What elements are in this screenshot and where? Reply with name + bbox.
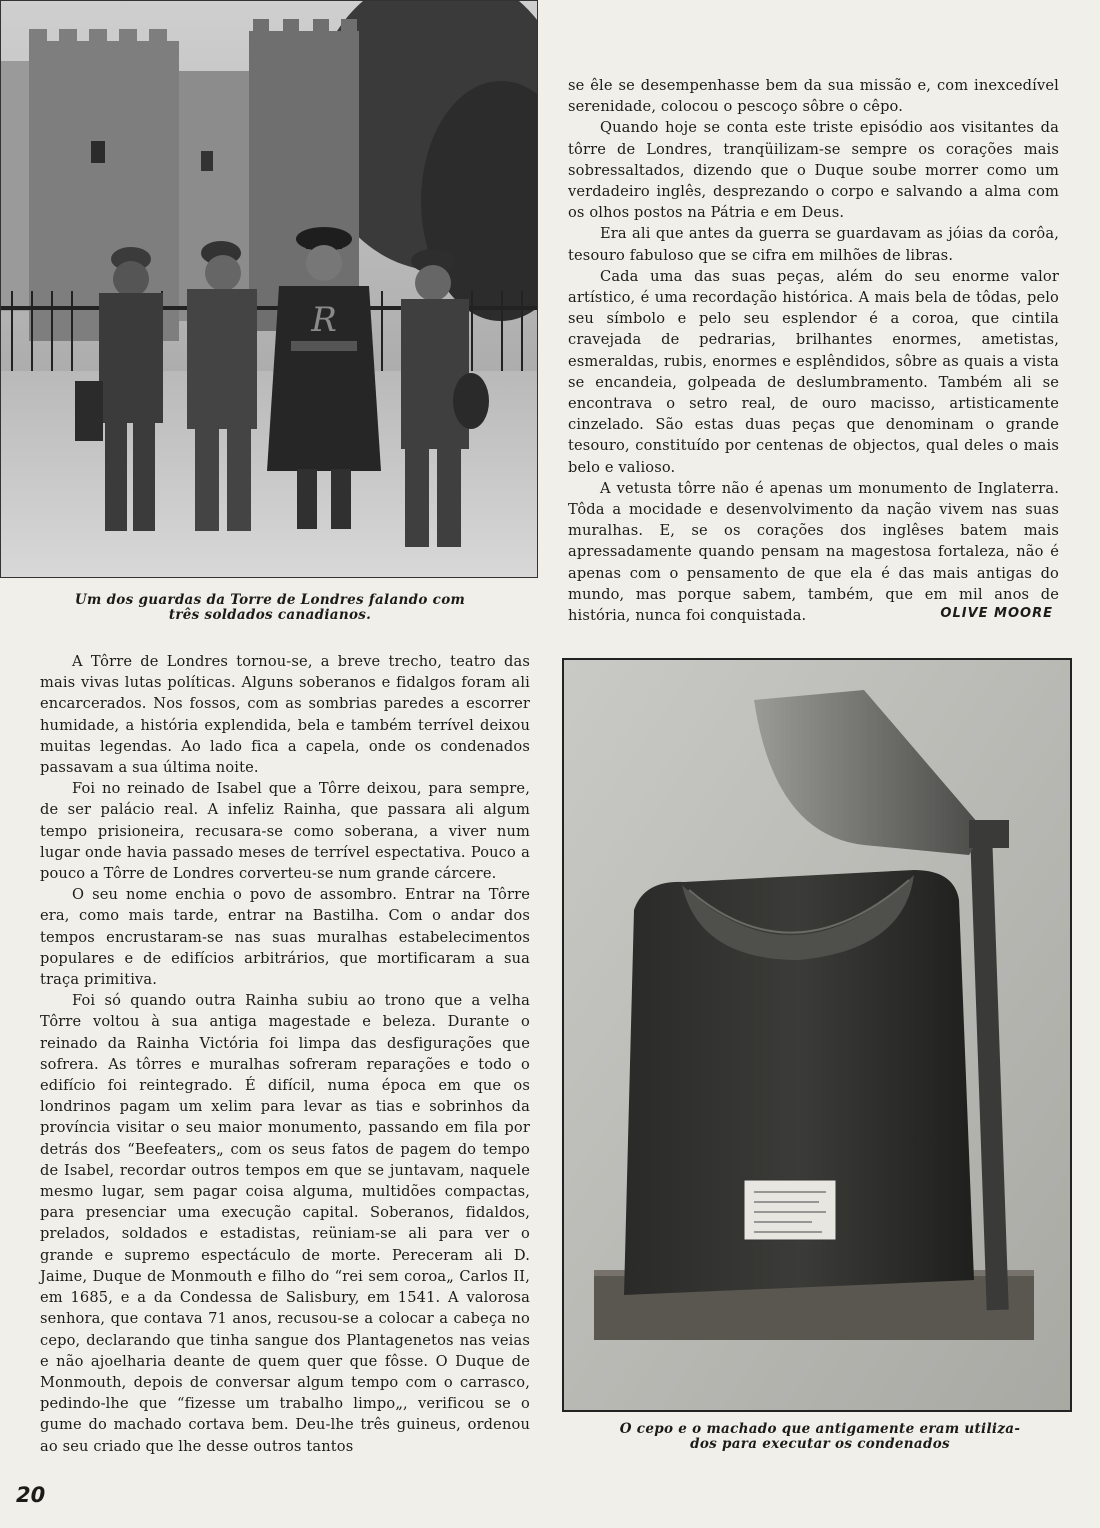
right-paragraph-3: Era ali que antes da guerra se guardavam as jóias da corôa, tesouro fabuloso que se cifra em milhões de libras. — [568, 225, 1059, 264]
photo-tower-guards — [0, 0, 538, 578]
photo-bottom-caption-line1: O cepo e o machado que antigamente eram utiliza- — [619, 1421, 1021, 1437]
photo-top-caption-line2: três soldados canadianos. — [168, 607, 372, 623]
svg-text:R: R — [311, 300, 337, 340]
block-and-axe-image — [564, 660, 1070, 1410]
page-number: 20 — [16, 1483, 46, 1507]
left-column-text — [40, 651, 530, 1457]
right-column-text — [568, 75, 1059, 626]
left-paragraph-1: A Tôrre de Londres tornou-se, a breve trecho, teatro das mais vivas lutas políticas. Alguns soberanos e fidalgos foram ali encarcerados. Nos fossos, com as sombrias paredes a escorrer humidade, a história explendida, bela e também terrível deixou muitas legendas. Ao lado fica a capela, onde os condenados passavam a sua última noite. — [40, 653, 530, 777]
right-paragraph-5: A vetusta tôrre não é apenas um monumento de Inglaterra. Tôda a mocidade e desenvolvimento da nação vivem nas suas muralhas. E, se os corações dos inglêses batem mais apressadamente quando pensam na magestosa fortaleza, não é apenas com o pensamento de que ela é das mais antigas do mundo, mas porque sabem, também, que em mil anos de história, nunca foi conquistada. — [568, 479, 1059, 625]
author-signature: OLIVE MOORE — [940, 606, 1053, 621]
right-paragraph-1: se êle se desempenhasse bem da sua missão e, com inexcedível serenidade, colocou o pescoço sôbre o cêpo. — [568, 77, 1059, 116]
photo-top-caption — [30, 593, 510, 623]
right-paragraph-4: Cada uma das suas peças, além do seu enorme valor artístico, é uma recordação histórica. A mais bela de tôdas, pelo seu símbolo e pelo seu esplendor é a coroa, que cintila cravejada de pedrarias, brilhantes enormes, ametistas, esmeraldas, rubis, enormes e esplêndidos, sôbre as quais a vista se encandeia, golpeada de deslumbramento. Também ali se encontrava o setro real, de ouro macisso, artisticamente cinzelado. São estas duas peças que denominam o grande tesouro, constituído por centenas de objectos, qual deles o mais belo e valioso. — [568, 267, 1059, 476]
photo-block-and-axe — [562, 658, 1072, 1412]
tower-guards-image — [1, 1, 537, 577]
right-paragraph-2: Quando hoje se conta este triste episódio aos visitantes da tôrre de Londres, tranqüilizam-se sempre os corações mais sobressaltados, dizendo que o Duque soube morrer como um verdadeiro inglês, desprezando o corpo e salvando a alma com os olhos postos na Pátria e em Deus. — [568, 119, 1059, 222]
photo-top-caption-line1: Um dos guardas da Torre de Londres falando com — [74, 592, 466, 608]
left-paragraph-3: O seu nome enchia o povo de assombro. Entrar na Tôrre era, como mais tarde, entrar na Bastilha. Com o andar dos tempos encrustaram-se nas suas muralhas estabelecimentos populares e de edifícios arbitrários, que mortificaram a sua traça primitiva. — [40, 886, 530, 989]
photo-bottom-caption — [580, 1422, 1060, 1452]
photo-bottom-caption-line2: dos para executar os condenados — [690, 1436, 950, 1452]
left-paragraph-4: Foi só quando outra Rainha subiu ao trono que a velha Tôrre voltou à sua antiga magestade e beleza. Durante o reinado da Rainha Victória foi limpa das desfigurações que sofrera. As tôrres e muralhas sofreram reparações e todo o edifício foi reintegrado. É difícil, numa época em que os londrinos pagam um xelim para levar as tias e sobrinhos da província visitar o seu maior monumento, passando em fila por detrás dos “Beefeaters„ com os seus fatos de pagem do tempo de Isabel, recordar outros tempos em que se juntavam, naquele mesmo lugar, sem pagar coisa alguma, multidões compactas, para presenciar uma execução capital. Soberanos, fidaldos, prelados, soldados e estadistas, reüniam-se ali para ver o grande e supremo espectáculo de morte. Pereceram ali D. Jaime, Duque de Monmouth e filho do “rei sem coroa„ Carlos II, em 1685, e a da Condessa de Salisbury, em 1541. A valorosa senhora, que contava 71 anos, recusou-se a colocar a cabeça no cepo, declarando que tinha sangue dos Plantagenetos nas veias e não ajoelharia deante de quem quer que fôsse. O Duque de Monmouth, depois de conversar algum tempo com o carrasco, pedindo-lhe que “fizesse um trabalho limpo„, verificou se o gume do machado cortava bem. Deu-lhe três guineus, ordenou ao seu criado que lhe desse outros tantos — [40, 992, 530, 1455]
left-paragraph-2: Foi no reinado de Isabel que a Tôrre deixou, para sempre, de ser palácio real. A infeliz Rainha, que passara ali algum tempo prisioneira, recusara-se como soberana, a viver num lugar onde havia passado meses de terrível espectativa. Pouco a pouco a Tôrre de Londres corverteu-se num grande cárcere. — [40, 780, 530, 883]
